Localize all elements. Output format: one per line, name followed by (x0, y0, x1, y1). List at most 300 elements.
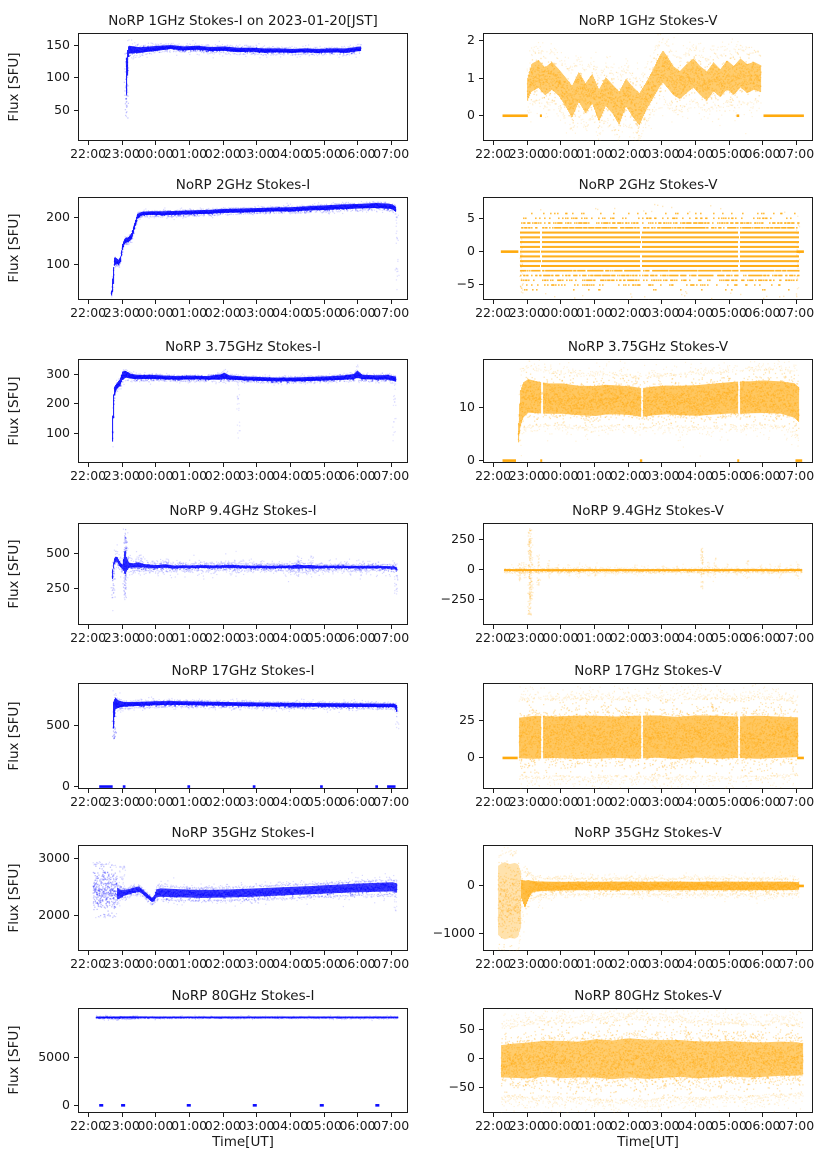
xtick-mark-norp-9.4ghz-stokes-v (796, 625, 797, 629)
xtick-label-norp-9.4ghz-stokes-i: 03:00 (238, 630, 275, 645)
xtick-mark-norp-3.75ghz-stokes-v (762, 463, 763, 467)
xtick-label-norp-1ghz-stokes-i: 00:00 (137, 146, 174, 161)
xtick-mark-norp-2ghz-stokes-v (796, 300, 797, 304)
xtick-mark-norp-3.75ghz-stokes-i (155, 463, 156, 467)
xtick-mark-norp-1ghz-stokes-i (223, 141, 224, 145)
xtick-label-norp-3.75ghz-stokes-v: 23:00 (508, 468, 545, 483)
xtick-label-norp-80ghz-stokes-i: 00:00 (137, 1118, 174, 1133)
xtick-label-norp-2ghz-stokes-i: 04:00 (272, 305, 309, 320)
xtick-label-norp-3.75ghz-stokes-v: 02:00 (609, 468, 646, 483)
ytick-label-norp-3.75ghz-stokes-v: 0 (467, 452, 475, 468)
xtick-mark-norp-1ghz-stokes-i (357, 141, 358, 145)
xtick-mark-norp-17ghz-stokes-i (155, 789, 156, 793)
xtick-mark-norp-35ghz-stokes-i (223, 951, 224, 955)
xtick-label-norp-9.4ghz-stokes-v: 04:00 (677, 630, 714, 645)
xtick-label-norp-80ghz-stokes-v: 06:00 (744, 1118, 781, 1133)
xtick-mark-norp-1ghz-stokes-v (493, 141, 494, 145)
xtick-mark-norp-1ghz-stokes-v (527, 141, 528, 145)
ytick-mark-norp-17ghz-stokes-i (74, 725, 78, 726)
subplot-title-norp-3.75ghz-stokes-i: NoRP 3.75GHz Stokes-I (165, 339, 321, 355)
xtick-label-norp-80ghz-stokes-i: 22:00 (70, 1118, 107, 1133)
xtick-mark-norp-3.75ghz-stokes-v (661, 463, 662, 467)
xtick-mark-norp-3.75ghz-stokes-v (628, 463, 629, 467)
ytick-mark-norp-3.75ghz-stokes-i (74, 403, 78, 404)
xtick-mark-norp-35ghz-stokes-i (324, 951, 325, 955)
ytick-label-norp-35ghz-stokes-i: 2000 (38, 907, 70, 923)
xtick-label-norp-9.4ghz-stokes-v: 00:00 (542, 630, 579, 645)
xtick-label-norp-80ghz-stokes-v: 03:00 (643, 1118, 680, 1133)
xtick-mark-norp-35ghz-stokes-i (357, 951, 358, 955)
axes-norp-9.4ghz-stokes-v (483, 523, 813, 625)
axes-norp-17ghz-stokes-v (483, 683, 813, 789)
xtick-mark-norp-1ghz-stokes-i (88, 141, 89, 145)
xtick-label-norp-17ghz-stokes-i: 23:00 (103, 794, 140, 809)
ytick-mark-norp-17ghz-stokes-i (74, 786, 78, 787)
ytick-label-norp-3.75ghz-stokes-v: 10 (459, 398, 475, 414)
ytick-mark-norp-80ghz-stokes-v (479, 1029, 483, 1030)
ytick-mark-norp-2ghz-stokes-v (479, 284, 483, 285)
xtick-mark-norp-1ghz-stokes-v (762, 141, 763, 145)
xtick-label-norp-9.4ghz-stokes-v: 05:00 (710, 630, 747, 645)
xtick-mark-norp-80ghz-stokes-v (796, 1113, 797, 1117)
y-axis-label-norp-1ghz-stokes-i: Flux [SFU] (6, 51, 22, 122)
plot-canvas-norp-1ghz-stokes-i (79, 34, 409, 141)
xtick-label-norp-3.75ghz-stokes-v: 07:00 (778, 468, 815, 483)
xtick-label-norp-17ghz-stokes-v: 03:00 (643, 794, 680, 809)
xtick-mark-norp-80ghz-stokes-i (122, 1113, 123, 1117)
xtick-mark-norp-2ghz-stokes-i (290, 300, 291, 304)
xtick-label-norp-9.4ghz-stokes-v: 06:00 (744, 630, 781, 645)
xtick-label-norp-1ghz-stokes-i: 05:00 (305, 146, 342, 161)
xtick-label-norp-2ghz-stokes-v: 05:00 (710, 305, 747, 320)
xtick-label-norp-17ghz-stokes-v: 04:00 (677, 794, 714, 809)
xtick-mark-norp-35ghz-stokes-v (729, 951, 730, 955)
axes-norp-35ghz-stokes-v (483, 845, 813, 951)
xtick-label-norp-1ghz-stokes-v: 05:00 (710, 146, 747, 161)
ytick-label-norp-1ghz-stokes-i: 50 (54, 101, 70, 117)
xtick-label-norp-80ghz-stokes-v: 01:00 (576, 1118, 613, 1133)
x-axis-label-norp-80ghz-stokes-i: Time[UT] (212, 1134, 274, 1150)
subplot-title-norp-35ghz-stokes-v: NoRP 35GHz Stokes-V (574, 825, 722, 841)
xtick-mark-norp-80ghz-stokes-v (493, 1113, 494, 1117)
xtick-label-norp-80ghz-stokes-v: 04:00 (677, 1118, 714, 1133)
xtick-mark-norp-17ghz-stokes-v (527, 789, 528, 793)
xtick-mark-norp-3.75ghz-stokes-v (594, 463, 595, 467)
ytick-label-norp-3.75ghz-stokes-i: 100 (46, 424, 70, 440)
xtick-label-norp-3.75ghz-stokes-i: 06:00 (339, 468, 376, 483)
xtick-label-norp-3.75ghz-stokes-v: 06:00 (744, 468, 781, 483)
ytick-mark-norp-1ghz-stokes-v (479, 40, 483, 41)
xtick-label-norp-35ghz-stokes-v: 23:00 (508, 956, 545, 971)
xtick-mark-norp-1ghz-stokes-i (256, 141, 257, 145)
plot-canvas-norp-80ghz-stokes-v (484, 1009, 814, 1113)
ytick-mark-norp-80ghz-stokes-v (479, 1087, 483, 1088)
xtick-mark-norp-2ghz-stokes-v (594, 300, 595, 304)
xtick-mark-norp-17ghz-stokes-v (762, 789, 763, 793)
xtick-mark-norp-3.75ghz-stokes-i (290, 463, 291, 467)
xtick-label-norp-35ghz-stokes-v: 07:00 (778, 956, 815, 971)
xtick-mark-norp-3.75ghz-stokes-v (695, 463, 696, 467)
xtick-mark-norp-80ghz-stokes-i (88, 1113, 89, 1117)
xtick-mark-norp-2ghz-stokes-v (661, 300, 662, 304)
xtick-mark-norp-3.75ghz-stokes-v (560, 463, 561, 467)
xtick-label-norp-1ghz-stokes-v: 01:00 (576, 146, 613, 161)
xtick-mark-norp-80ghz-stokes-v (560, 1113, 561, 1117)
xtick-mark-norp-1ghz-stokes-i (189, 141, 190, 145)
subplot-title-norp-80ghz-stokes-i: NoRP 80GHz Stokes-I (171, 988, 315, 1004)
ytick-label-norp-80ghz-stokes-v: −50 (448, 1078, 475, 1094)
ytick-mark-norp-35ghz-stokes-i (74, 915, 78, 916)
xtick-mark-norp-80ghz-stokes-v (695, 1113, 696, 1117)
ytick-label-norp-2ghz-stokes-i: 100 (46, 255, 70, 271)
ytick-mark-norp-2ghz-stokes-i (74, 217, 78, 218)
xtick-mark-norp-1ghz-stokes-i (290, 141, 291, 145)
xtick-label-norp-35ghz-stokes-i: 04:00 (272, 956, 309, 971)
xtick-mark-norp-2ghz-stokes-i (122, 300, 123, 304)
xtick-mark-norp-2ghz-stokes-v (762, 300, 763, 304)
xtick-label-norp-9.4ghz-stokes-v: 02:00 (609, 630, 646, 645)
axes-norp-2ghz-stokes-v (483, 197, 813, 300)
xtick-mark-norp-9.4ghz-stokes-v (527, 625, 528, 629)
xtick-mark-norp-2ghz-stokes-i (189, 300, 190, 304)
subplot-title-norp-80ghz-stokes-v: NoRP 80GHz Stokes-V (574, 988, 722, 1004)
xtick-mark-norp-2ghz-stokes-v (628, 300, 629, 304)
plot-canvas-norp-35ghz-stokes-v (484, 846, 814, 951)
xtick-mark-norp-35ghz-stokes-i (88, 951, 89, 955)
xtick-label-norp-2ghz-stokes-i: 22:00 (70, 305, 107, 320)
xtick-label-norp-3.75ghz-stokes-i: 04:00 (272, 468, 309, 483)
subplot-title-norp-17ghz-stokes-i: NoRP 17GHz Stokes-I (171, 663, 315, 679)
ytick-mark-norp-3.75ghz-stokes-v (479, 407, 483, 408)
xtick-label-norp-17ghz-stokes-i: 01:00 (171, 794, 208, 809)
xtick-mark-norp-35ghz-stokes-v (628, 951, 629, 955)
xtick-mark-norp-1ghz-stokes-i (391, 141, 392, 145)
xtick-label-norp-3.75ghz-stokes-v: 22:00 (475, 468, 512, 483)
ytick-label-norp-9.4ghz-stokes-i: 500 (46, 544, 70, 560)
ytick-label-norp-1ghz-stokes-v: 0 (467, 106, 475, 122)
plot-canvas-norp-2ghz-stokes-v (484, 198, 814, 300)
xtick-label-norp-9.4ghz-stokes-i: 00:00 (137, 630, 174, 645)
xtick-label-norp-1ghz-stokes-i: 06:00 (339, 146, 376, 161)
ytick-mark-norp-80ghz-stokes-i (74, 1105, 78, 1106)
ytick-label-norp-1ghz-stokes-v: 1 (467, 69, 475, 85)
xtick-label-norp-17ghz-stokes-v: 02:00 (609, 794, 646, 809)
xtick-mark-norp-17ghz-stokes-i (122, 789, 123, 793)
xtick-label-norp-80ghz-stokes-i: 23:00 (103, 1118, 140, 1133)
xtick-mark-norp-9.4ghz-stokes-v (729, 625, 730, 629)
xtick-mark-norp-2ghz-stokes-i (324, 300, 325, 304)
xtick-label-norp-35ghz-stokes-v: 00:00 (542, 956, 579, 971)
subplot-title-norp-3.75ghz-stokes-v: NoRP 3.75GHz Stokes-V (567, 339, 729, 355)
xtick-mark-norp-3.75ghz-stokes-i (189, 463, 190, 467)
ytick-mark-norp-35ghz-stokes-v (479, 885, 483, 886)
xtick-mark-norp-3.75ghz-stokes-i (256, 463, 257, 467)
xtick-mark-norp-3.75ghz-stokes-i (88, 463, 89, 467)
axes-norp-3.75ghz-stokes-i (78, 359, 408, 463)
xtick-label-norp-80ghz-stokes-i: 04:00 (272, 1118, 309, 1133)
ytick-label-norp-35ghz-stokes-v: 0 (467, 876, 475, 892)
xtick-mark-norp-1ghz-stokes-i (122, 141, 123, 145)
ytick-label-norp-17ghz-stokes-i: 0 (62, 777, 70, 793)
xtick-mark-norp-80ghz-stokes-i (155, 1113, 156, 1117)
xtick-mark-norp-17ghz-stokes-i (290, 789, 291, 793)
xtick-label-norp-2ghz-stokes-v: 23:00 (508, 305, 545, 320)
xtick-label-norp-35ghz-stokes-i: 05:00 (305, 956, 342, 971)
xtick-label-norp-9.4ghz-stokes-i: 04:00 (272, 630, 309, 645)
xtick-label-norp-17ghz-stokes-v: 23:00 (508, 794, 545, 809)
xtick-mark-norp-35ghz-stokes-v (527, 951, 528, 955)
subplot-title-norp-1ghz-stokes-i: NoRP 1GHz Stokes-I on 2023-01-20[JST] (108, 13, 378, 29)
xtick-mark-norp-3.75ghz-stokes-i (122, 463, 123, 467)
xtick-label-norp-35ghz-stokes-v: 01:00 (576, 956, 613, 971)
xtick-mark-norp-80ghz-stokes-i (223, 1113, 224, 1117)
ytick-mark-norp-1ghz-stokes-i (74, 110, 78, 111)
xtick-mark-norp-35ghz-stokes-i (122, 951, 123, 955)
xtick-label-norp-2ghz-stokes-v: 01:00 (576, 305, 613, 320)
xtick-mark-norp-2ghz-stokes-v (493, 300, 494, 304)
axes-norp-9.4ghz-stokes-i (78, 523, 408, 625)
xtick-mark-norp-17ghz-stokes-i (88, 789, 89, 793)
xtick-label-norp-35ghz-stokes-i: 07:00 (373, 956, 410, 971)
ytick-mark-norp-9.4ghz-stokes-v (479, 569, 483, 570)
xtick-label-norp-35ghz-stokes-v: 05:00 (710, 956, 747, 971)
xtick-mark-norp-17ghz-stokes-i (189, 789, 190, 793)
xtick-mark-norp-80ghz-stokes-i (256, 1113, 257, 1117)
xtick-mark-norp-17ghz-stokes-i (223, 789, 224, 793)
ytick-label-norp-80ghz-stokes-v: 0 (467, 1049, 475, 1065)
subplot-title-norp-2ghz-stokes-i: NoRP 2GHz Stokes-I (175, 177, 311, 193)
xtick-mark-norp-9.4ghz-stokes-i (290, 625, 291, 629)
xtick-mark-norp-9.4ghz-stokes-v (695, 625, 696, 629)
xtick-mark-norp-9.4ghz-stokes-v (493, 625, 494, 629)
xtick-label-norp-9.4ghz-stokes-i: 06:00 (339, 630, 376, 645)
xtick-label-norp-1ghz-stokes-i: 07:00 (373, 146, 410, 161)
xtick-label-norp-35ghz-stokes-v: 03:00 (643, 956, 680, 971)
xtick-label-norp-2ghz-stokes-i: 07:00 (373, 305, 410, 320)
ytick-mark-norp-1ghz-stokes-v (479, 78, 483, 79)
ytick-label-norp-35ghz-stokes-i: 3000 (38, 850, 70, 866)
xtick-label-norp-9.4ghz-stokes-v: 01:00 (576, 630, 613, 645)
xtick-mark-norp-1ghz-stokes-v (628, 141, 629, 145)
subplot-title-norp-9.4ghz-stokes-i: NoRP 9.4GHz Stokes-I (169, 503, 317, 519)
y-axis-label-norp-80ghz-stokes-i: Flux [SFU] (6, 1025, 22, 1095)
xtick-label-norp-17ghz-stokes-v: 01:00 (576, 794, 613, 809)
subplot-title-norp-9.4ghz-stokes-v: NoRP 9.4GHz Stokes-V (572, 503, 724, 519)
ytick-label-norp-80ghz-stokes-i: 0 (62, 1096, 70, 1112)
xtick-label-norp-1ghz-stokes-v: 03:00 (643, 146, 680, 161)
ytick-mark-norp-9.4ghz-stokes-i (74, 553, 78, 554)
xtick-mark-norp-9.4ghz-stokes-v (594, 625, 595, 629)
ytick-label-norp-1ghz-stokes-i: 100 (46, 69, 70, 85)
ytick-label-norp-35ghz-stokes-v: −1000 (432, 924, 475, 940)
ytick-label-norp-2ghz-stokes-v: 5 (467, 209, 475, 225)
xtick-label-norp-9.4ghz-stokes-i: 05:00 (305, 630, 342, 645)
xtick-label-norp-80ghz-stokes-v: 05:00 (710, 1118, 747, 1133)
xtick-mark-norp-35ghz-stokes-v (594, 951, 595, 955)
xtick-label-norp-9.4ghz-stokes-v: 22:00 (475, 630, 512, 645)
ytick-label-norp-17ghz-stokes-v: 25 (459, 711, 475, 727)
ytick-mark-norp-1ghz-stokes-i (74, 45, 78, 46)
x-axis-label-norp-80ghz-stokes-v: Time[UT] (617, 1134, 679, 1150)
xtick-label-norp-2ghz-stokes-i: 05:00 (305, 305, 342, 320)
ytick-label-norp-80ghz-stokes-v: 50 (459, 1021, 475, 1037)
plot-canvas-norp-9.4ghz-stokes-v (484, 524, 814, 625)
xtick-mark-norp-2ghz-stokes-i (223, 300, 224, 304)
xtick-mark-norp-17ghz-stokes-v (493, 789, 494, 793)
xtick-label-norp-1ghz-stokes-v: 04:00 (677, 146, 714, 161)
ytick-label-norp-2ghz-stokes-v: 0 (467, 242, 475, 258)
xtick-label-norp-17ghz-stokes-v: 00:00 (542, 794, 579, 809)
xtick-mark-norp-3.75ghz-stokes-v (527, 463, 528, 467)
plot-canvas-norp-80ghz-stokes-i (79, 1009, 409, 1113)
xtick-label-norp-80ghz-stokes-i: 03:00 (238, 1118, 275, 1133)
xtick-label-norp-17ghz-stokes-i: 04:00 (272, 794, 309, 809)
ytick-mark-norp-3.75ghz-stokes-i (74, 374, 78, 375)
xtick-mark-norp-35ghz-stokes-v (493, 951, 494, 955)
xtick-label-norp-35ghz-stokes-i: 01:00 (171, 956, 208, 971)
xtick-label-norp-1ghz-stokes-i: 03:00 (238, 146, 275, 161)
xtick-label-norp-80ghz-stokes-v: 23:00 (508, 1118, 545, 1133)
ytick-label-norp-2ghz-stokes-i: 200 (46, 208, 70, 224)
xtick-label-norp-3.75ghz-stokes-v: 04:00 (677, 468, 714, 483)
ytick-mark-norp-1ghz-stokes-v (479, 115, 483, 116)
xtick-label-norp-35ghz-stokes-v: 02:00 (609, 956, 646, 971)
ytick-label-norp-80ghz-stokes-i: 5000 (38, 1048, 70, 1064)
xtick-mark-norp-9.4ghz-stokes-i (324, 625, 325, 629)
xtick-mark-norp-17ghz-stokes-v (695, 789, 696, 793)
ytick-mark-norp-17ghz-stokes-v (479, 757, 483, 758)
xtick-label-norp-80ghz-stokes-v: 00:00 (542, 1118, 579, 1133)
xtick-mark-norp-80ghz-stokes-i (357, 1113, 358, 1117)
xtick-mark-norp-2ghz-stokes-v (729, 300, 730, 304)
xtick-label-norp-35ghz-stokes-v: 06:00 (744, 956, 781, 971)
xtick-label-norp-17ghz-stokes-i: 05:00 (305, 794, 342, 809)
xtick-label-norp-3.75ghz-stokes-i: 05:00 (305, 468, 342, 483)
xtick-mark-norp-80ghz-stokes-i (324, 1113, 325, 1117)
xtick-label-norp-3.75ghz-stokes-i: 07:00 (373, 468, 410, 483)
xtick-label-norp-35ghz-stokes-i: 03:00 (238, 956, 275, 971)
xtick-label-norp-35ghz-stokes-i: 06:00 (339, 956, 376, 971)
xtick-mark-norp-80ghz-stokes-i (290, 1113, 291, 1117)
xtick-label-norp-1ghz-stokes-i: 01:00 (171, 146, 208, 161)
xtick-label-norp-9.4ghz-stokes-v: 03:00 (643, 630, 680, 645)
xtick-mark-norp-35ghz-stokes-i (391, 951, 392, 955)
axes-norp-17ghz-stokes-i (78, 683, 408, 789)
xtick-label-norp-2ghz-stokes-v: 04:00 (677, 305, 714, 320)
xtick-mark-norp-9.4ghz-stokes-i (256, 625, 257, 629)
xtick-label-norp-80ghz-stokes-v: 22:00 (475, 1118, 512, 1133)
xtick-mark-norp-1ghz-stokes-v (560, 141, 561, 145)
ytick-label-norp-17ghz-stokes-v: 0 (467, 748, 475, 764)
ytick-label-norp-9.4ghz-stokes-v: −250 (440, 590, 475, 606)
xtick-mark-norp-17ghz-stokes-i (256, 789, 257, 793)
xtick-label-norp-35ghz-stokes-i: 23:00 (103, 956, 140, 971)
xtick-label-norp-1ghz-stokes-v: 00:00 (542, 146, 579, 161)
xtick-label-norp-2ghz-stokes-i: 06:00 (339, 305, 376, 320)
xtick-label-norp-9.4ghz-stokes-i: 07:00 (373, 630, 410, 645)
xtick-mark-norp-3.75ghz-stokes-i (324, 463, 325, 467)
xtick-label-norp-1ghz-stokes-v: 22:00 (475, 146, 512, 161)
xtick-label-norp-2ghz-stokes-v: 22:00 (475, 305, 512, 320)
xtick-mark-norp-35ghz-stokes-v (661, 951, 662, 955)
xtick-mark-norp-17ghz-stokes-i (391, 789, 392, 793)
xtick-label-norp-80ghz-stokes-i: 01:00 (171, 1118, 208, 1133)
xtick-mark-norp-17ghz-stokes-i (324, 789, 325, 793)
xtick-mark-norp-9.4ghz-stokes-v (762, 625, 763, 629)
xtick-label-norp-1ghz-stokes-v: 23:00 (508, 146, 545, 161)
xtick-label-norp-35ghz-stokes-v: 22:00 (475, 956, 512, 971)
ytick-mark-norp-2ghz-stokes-v (479, 218, 483, 219)
ytick-mark-norp-3.75ghz-stokes-v (479, 460, 483, 461)
xtick-label-norp-9.4ghz-stokes-i: 01:00 (171, 630, 208, 645)
xtick-label-norp-2ghz-stokes-v: 07:00 (778, 305, 815, 320)
xtick-label-norp-2ghz-stokes-v: 06:00 (744, 305, 781, 320)
y-axis-label-norp-17ghz-stokes-i: Flux [SFU] (6, 700, 22, 771)
ytick-label-norp-17ghz-stokes-i: 500 (46, 716, 70, 732)
xtick-label-norp-3.75ghz-stokes-i: 03:00 (238, 468, 275, 483)
xtick-label-norp-1ghz-stokes-v: 02:00 (609, 146, 646, 161)
xtick-mark-norp-80ghz-stokes-v (628, 1113, 629, 1117)
xtick-label-norp-17ghz-stokes-v: 22:00 (475, 794, 512, 809)
xtick-mark-norp-35ghz-stokes-v (762, 951, 763, 955)
plot-canvas-norp-3.75ghz-stokes-v (484, 360, 814, 463)
xtick-mark-norp-17ghz-stokes-v (796, 789, 797, 793)
xtick-mark-norp-9.4ghz-stokes-i (155, 625, 156, 629)
y-axis-label-norp-2ghz-stokes-i: Flux [SFU] (6, 213, 22, 283)
xtick-label-norp-3.75ghz-stokes-i: 23:00 (103, 468, 140, 483)
xtick-mark-norp-17ghz-stokes-v (628, 789, 629, 793)
ytick-mark-norp-80ghz-stokes-i (74, 1057, 78, 1058)
xtick-label-norp-3.75ghz-stokes-i: 22:00 (70, 468, 107, 483)
xtick-label-norp-80ghz-stokes-i: 06:00 (339, 1118, 376, 1133)
xtick-label-norp-9.4ghz-stokes-v: 23:00 (508, 630, 545, 645)
plot-canvas-norp-1ghz-stokes-v (484, 34, 814, 141)
xtick-label-norp-9.4ghz-stokes-i: 02:00 (204, 630, 241, 645)
xtick-label-norp-9.4ghz-stokes-i: 22:00 (70, 630, 107, 645)
xtick-label-norp-3.75ghz-stokes-v: 05:00 (710, 468, 747, 483)
xtick-mark-norp-9.4ghz-stokes-i (122, 625, 123, 629)
xtick-mark-norp-3.75ghz-stokes-v (796, 463, 797, 467)
xtick-mark-norp-17ghz-stokes-v (560, 789, 561, 793)
xtick-mark-norp-3.75ghz-stokes-v (493, 463, 494, 467)
xtick-mark-norp-3.75ghz-stokes-i (357, 463, 358, 467)
xtick-mark-norp-1ghz-stokes-v (796, 141, 797, 145)
axes-norp-80ghz-stokes-v (483, 1008, 813, 1113)
xtick-label-norp-2ghz-stokes-i: 02:00 (204, 305, 241, 320)
xtick-label-norp-80ghz-stokes-v: 07:00 (778, 1118, 815, 1133)
axes-norp-1ghz-stokes-v (483, 33, 813, 141)
plot-canvas-norp-3.75ghz-stokes-i (79, 360, 409, 463)
xtick-mark-norp-9.4ghz-stokes-v (661, 625, 662, 629)
axes-norp-2ghz-stokes-i (78, 197, 408, 300)
xtick-mark-norp-9.4ghz-stokes-i (391, 625, 392, 629)
plot-canvas-norp-2ghz-stokes-i (79, 198, 409, 300)
xtick-label-norp-2ghz-stokes-i: 00:00 (137, 305, 174, 320)
xtick-label-norp-80ghz-stokes-i: 02:00 (204, 1118, 241, 1133)
xtick-mark-norp-1ghz-stokes-i (324, 141, 325, 145)
ytick-label-norp-1ghz-stokes-v: 2 (467, 32, 475, 48)
xtick-label-norp-17ghz-stokes-i: 22:00 (70, 794, 107, 809)
ytick-label-norp-1ghz-stokes-i: 150 (46, 36, 70, 52)
xtick-mark-norp-2ghz-stokes-i (88, 300, 89, 304)
axes-norp-80ghz-stokes-i (78, 1008, 408, 1113)
ytick-mark-norp-1ghz-stokes-i (74, 77, 78, 78)
subplot-title-norp-17ghz-stokes-v: NoRP 17GHz Stokes-V (574, 663, 722, 679)
xtick-mark-norp-9.4ghz-stokes-v (628, 625, 629, 629)
xtick-label-norp-3.75ghz-stokes-i: 00:00 (137, 468, 174, 483)
xtick-label-norp-2ghz-stokes-i: 01:00 (171, 305, 208, 320)
xtick-mark-norp-9.4ghz-stokes-i (223, 625, 224, 629)
